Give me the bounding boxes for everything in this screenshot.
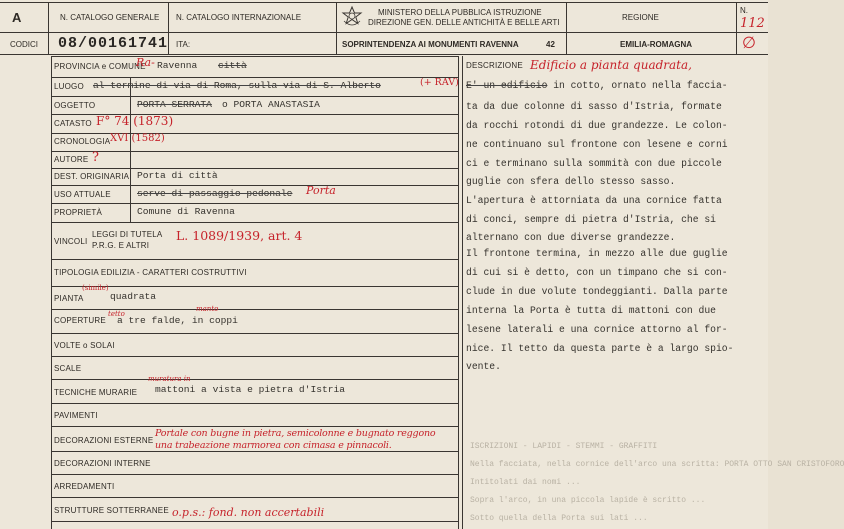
luogo-label: LUOGO <box>54 82 84 91</box>
ita-label: ITA: <box>176 40 191 49</box>
decorazioni-esterne-red1: Portale con bugne in pietra, semicolonne e bugnato reggono <box>155 428 436 439</box>
coperture-label: COPERTURE <box>54 316 106 325</box>
show-through-text: Intitolati dai nomi ... <box>470 478 581 487</box>
cronologia-label: CRONOLOGIA <box>54 137 111 146</box>
uso-attuale-struck: serve di passaggio pedonale <box>137 188 293 199</box>
descrizione-line: guglie con sfera dello stesso sasso. <box>466 176 676 187</box>
slashed-zero-mark: ∅ <box>742 33 756 52</box>
descrizione-line: L'apertura è attorniata da una cornice fatta <box>466 195 722 206</box>
vincoli-sub1: LEGGI DI TUTELA <box>92 230 163 239</box>
oggetto-struck: PORTA SERRATA <box>137 99 212 110</box>
show-through-text: Nella facciata, nella cornice dell'arco una scritta: PORTA OTTO SAN CRISTOFORO <box>470 460 844 469</box>
card-number: 112 <box>740 16 765 31</box>
decorazioni-interne-label: DECORAZIONI INTERNE <box>54 459 151 468</box>
tecniche-label: TECNICHE MURARIE <box>54 388 138 397</box>
strutture-red: o.p.s.: fond. non accertabili <box>172 506 325 519</box>
codici-label: CODICI <box>10 40 38 49</box>
vincoli-sub2: P.R.G. E ALTRI <box>92 241 150 250</box>
regione-label: REGIONE <box>622 13 659 22</box>
pianta-red-sup: (simile) <box>82 284 109 292</box>
regione-value: EMILIA-ROMAGNA <box>620 40 692 49</box>
uso-attuale-red: Porta <box>306 184 336 197</box>
descrizione-line: di cui si è detto, con un timpano che si con- <box>466 267 728 278</box>
show-through-text: Sopra l'arco, in una piccola lapide è scritto ... <box>470 496 706 505</box>
descrizione-line: alternano con due diverse grandezze. <box>466 232 676 243</box>
descrizione-first-struck: E' un edificio <box>466 80 548 91</box>
show-through-text: Sotto quella della Porta sui lati ... <box>470 514 648 523</box>
autore-label: AUTORE <box>54 155 89 164</box>
proprieta-label: PROPRIETÀ <box>54 208 103 217</box>
provincia-struck: città <box>218 60 247 71</box>
card-letter: A <box>12 10 22 25</box>
show-through-text: ISCRIZIONI - LAPIDI - STEMMI - GRAFFITI <box>470 442 658 451</box>
coperture-value: a tre falde, in coppi <box>117 315 238 326</box>
strutture-label: STRUTTURE SOTTERRANEE <box>54 506 169 515</box>
tecniche-red-sup: muratura in <box>148 375 191 383</box>
pianta-value: quadrata <box>110 291 157 302</box>
n-catalogo-generale-label: N. CATALOGO GENERALE <box>60 13 160 22</box>
descrizione-line: ne continuano sul frontone con lesene e corni <box>466 139 728 150</box>
decorazioni-esterne-red2: una trabeazione marmorea con cimasa e pinnacoli. <box>155 440 392 451</box>
pavimenti-label: PAVIMENTI <box>54 411 98 420</box>
volte-label: VOLTE o SOLAI <box>54 341 115 350</box>
descrizione-line: ta da due colonne di sasso d'Istria, formate <box>466 101 722 112</box>
n-catalogo-internazionale-label: N. CATALOGO INTERNAZIONALE <box>176 13 302 22</box>
scale-label: SCALE <box>54 364 82 373</box>
luogo-red: (+ RAV) <box>420 77 459 88</box>
decorazioni-esterne-label: DECORAZIONI ESTERNE <box>54 436 154 445</box>
proprieta-value: Comune di Ravenna <box>137 206 235 217</box>
cronologia-red: XVI (1582) <box>110 133 165 144</box>
catasto-red: F° 74 (1873) <box>96 114 174 128</box>
republic-emblem-icon <box>342 6 362 28</box>
descrizione-label: DESCRIZIONE <box>466 61 523 70</box>
ministry-line1: MINISTERO DELLA PUBBLICA ISTRUZIONE <box>378 8 542 17</box>
soprintendenza-code: 42 <box>546 40 555 49</box>
soprintendenza: SOPRINTENDENZA AI MONUMENTI RAVENNA <box>342 40 519 49</box>
coperture-red-sup2: manto <box>196 305 219 313</box>
tecniche-value: mattoni a vista e pietra d'Istria <box>155 384 345 395</box>
n-label: N. <box>740 6 748 15</box>
dest-originaria-label: DEST. ORIGINARIA <box>54 172 130 181</box>
autore-red: ? <box>92 150 99 165</box>
ministry-line2: DIREZIONE GEN. DELLE ANTICHITÀ E BELLE ARTI <box>368 18 560 27</box>
vincoli-red: L. 1089/1939, art. 4 <box>176 228 303 243</box>
oggetto-value: o PORTA ANASTASIA <box>222 99 320 110</box>
descrizione-line: clude in due volute tondeggianti. Dalla parte <box>466 286 728 297</box>
descrizione-line: vente. <box>466 361 501 372</box>
descrizione-red-heading: Edificio a pianta quadrata, <box>530 58 692 72</box>
descrizione-line: ci e terminano sulla sommità con due piccole <box>466 158 722 169</box>
codice-value: 08/00161741 <box>58 35 169 52</box>
descrizione-line: lesene laterali e una cornice attorno al for- <box>466 324 728 335</box>
catasto-label: CATASTO <box>54 119 92 128</box>
descrizione-first-line <box>466 80 728 91</box>
coperture-red-sup1: tetto <box>108 310 125 318</box>
provincia-value: Ravenna <box>157 60 198 71</box>
luogo-struck: al termine di via di Roma, sulla via di S. Alberto <box>93 80 381 91</box>
descrizione-first-rest: in cotto, ornato nella faccia- <box>547 80 728 91</box>
vincoli-label: VINCOLI <box>54 237 88 246</box>
provincia-label: PROVINCIA e COMUNE <box>54 62 146 71</box>
pianta-label: PIANTA <box>54 294 84 303</box>
uso-attuale-label: USO ATTUALE <box>54 190 111 199</box>
arredamenti-label: ARREDAMENTI <box>54 482 115 491</box>
tipologia-label: TIPOLOGIA EDILIZIA - CARATTERI COSTRUTTIVI <box>54 268 247 277</box>
oggetto-label: OGGETTO <box>54 101 96 110</box>
descrizione-line: di conci, sempre di pietra d'Istria, che si <box>466 214 716 225</box>
descrizione-line: nice. Il tetto da questa parte è a largo spio- <box>466 343 734 354</box>
provincia-red: Ra- <box>136 56 155 69</box>
descrizione-line: Il frontone termina, in mezzo alle due guglie <box>466 248 728 259</box>
descrizione-line: da rocchi rotondi di due grandezze. Le colon- <box>466 120 728 131</box>
descrizione-line: interna la Porta è tutta di mattoni con due <box>466 305 716 316</box>
dest-originaria-value: Porta di città <box>137 170 218 181</box>
